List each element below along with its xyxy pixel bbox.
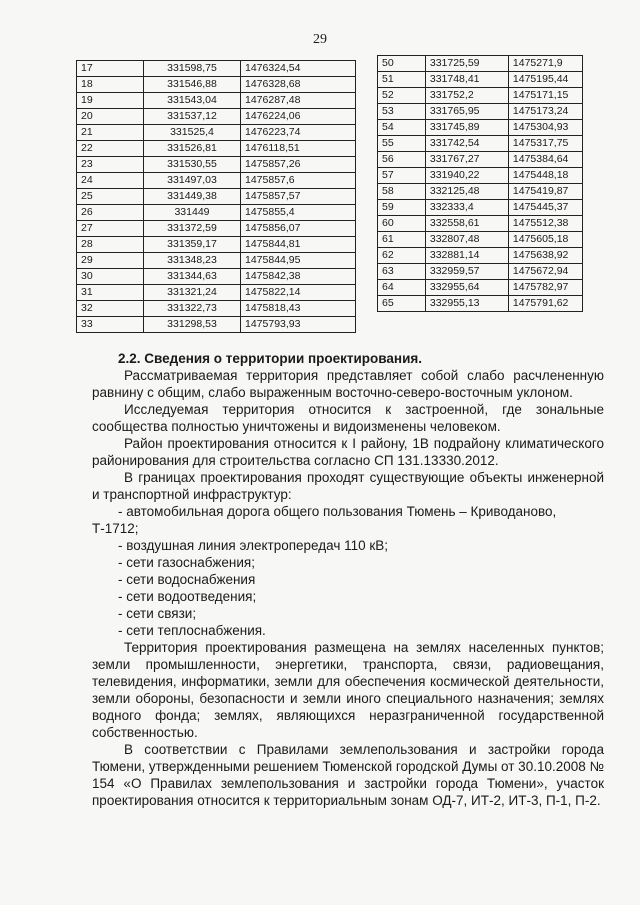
y-coordinate-cell: 1475173,24 [508, 104, 582, 120]
y-coordinate-cell: 1476118,51 [241, 141, 356, 157]
y-coordinate-cell: 1475857,57 [241, 189, 356, 205]
point-number-cell: 50 [378, 56, 426, 72]
section-heading: 2.2. Сведения о территории проектирования. [118, 351, 423, 366]
paragraph-land-categories: Территория проектирования размещена на землях населенных пунктов; земли промышленности, энергетики, транспорта, связи, радиовещания, телевидения, информатики, земли для обеспечения космической деятельности, земли обороны, безопасности и земли иного специального назначения; землях водного фонда; землях, являющихся неразграниченной государственной собственностью. [92, 640, 604, 740]
infrastructure-item: - сети водоотведения; [118, 589, 257, 604]
point-number-cell: 58 [378, 184, 426, 200]
y-coordinate-cell: 1475782,97 [508, 280, 582, 296]
coordinates-table-right [377, 55, 583, 312]
table-row [378, 72, 583, 88]
x-coordinate-cell: 332955,64 [425, 280, 508, 296]
infrastructure-item: - сети газоснабжения; [118, 555, 255, 570]
x-coordinate-cell: 331348,23 [144, 253, 241, 269]
infrastructure-item: - автомобильная дорога общего пользования Тюмень – Криводаново, Т-1712; [92, 504, 557, 536]
point-number-cell: 61 [378, 232, 426, 248]
y-coordinate-cell: 1476224,06 [241, 109, 356, 125]
point-number-cell: 64 [378, 280, 426, 296]
x-coordinate-cell: 331298,53 [144, 317, 241, 333]
point-number-cell: 31 [77, 285, 144, 301]
x-coordinate-cell: 331372,59 [144, 221, 241, 237]
x-coordinate-cell: 331725,59 [425, 56, 508, 72]
y-coordinate-cell: 1475672,94 [508, 264, 582, 280]
y-coordinate-cell: 1475842,38 [241, 269, 356, 285]
table-row [77, 109, 356, 125]
infrastructure-item: - сети теплоснабжения. [118, 623, 266, 638]
point-number-cell: 33 [77, 317, 144, 333]
point-number-cell: 27 [77, 221, 144, 237]
x-coordinate-cell: 331752,2 [425, 88, 508, 104]
table-row [77, 173, 356, 189]
x-coordinate-cell: 331449,38 [144, 189, 241, 205]
point-number-cell: 25 [77, 189, 144, 205]
x-coordinate-cell: 331321,24 [144, 285, 241, 301]
table-row [77, 285, 356, 301]
table-row [77, 141, 356, 157]
point-number-cell: 21 [77, 125, 144, 141]
table-row [378, 216, 583, 232]
table-row [378, 280, 583, 296]
y-coordinate-cell: 1475304,93 [508, 120, 582, 136]
y-coordinate-cell: 1475445,37 [508, 200, 582, 216]
point-number-cell: 57 [378, 168, 426, 184]
x-coordinate-cell: 331526,81 [144, 141, 241, 157]
y-coordinate-cell: 1475171,15 [508, 88, 582, 104]
y-coordinate-cell: 1475844,95 [241, 253, 356, 269]
y-coordinate-cell: 1476287,48 [241, 93, 356, 109]
x-coordinate-cell: 331767,27 [425, 152, 508, 168]
y-coordinate-cell: 1475818,43 [241, 301, 356, 317]
table-row [77, 189, 356, 205]
table-row [77, 269, 356, 285]
coordinates-table-left [76, 60, 356, 333]
y-coordinate-cell: 1475384,64 [508, 152, 582, 168]
y-coordinate-cell: 1475605,18 [508, 232, 582, 248]
x-coordinate-cell: 331322,73 [144, 301, 241, 317]
y-coordinate-cell: 1475317,75 [508, 136, 582, 152]
point-number-cell: 55 [378, 136, 426, 152]
table-row [77, 77, 356, 93]
y-coordinate-cell: 1475855,4 [241, 205, 356, 221]
y-coordinate-cell: 1475857,6 [241, 173, 356, 189]
paragraph-climate-region: Район проектирования относится к I району, 1В подрайону климатического районирования для строительства согласно СП 131.13330.2012. [92, 436, 604, 468]
table-row [378, 88, 583, 104]
x-coordinate-cell: 331742,54 [425, 136, 508, 152]
point-number-cell: 51 [378, 72, 426, 88]
x-coordinate-cell: 331748,41 [425, 72, 508, 88]
point-number-cell: 19 [77, 93, 144, 109]
y-coordinate-cell: 1476223,74 [241, 125, 356, 141]
point-number-cell: 24 [77, 173, 144, 189]
point-number-cell: 53 [378, 104, 426, 120]
x-coordinate-cell: 331497,03 [144, 173, 241, 189]
table-row [378, 104, 583, 120]
x-coordinate-cell: 331765,95 [425, 104, 508, 120]
infrastructure-item: - воздушная линия электропередач 110 кВ; [118, 538, 389, 553]
x-coordinate-cell: 331344,63 [144, 269, 241, 285]
table-row [378, 296, 583, 312]
y-coordinate-cell: 1475448,18 [508, 168, 582, 184]
x-coordinate-cell: 331525,4 [144, 125, 241, 141]
table-row [378, 168, 583, 184]
infrastructure-item: - сети связи; [118, 606, 197, 621]
point-number-cell: 59 [378, 200, 426, 216]
x-coordinate-cell: 331359,17 [144, 237, 241, 253]
x-coordinate-cell: 331537,12 [144, 109, 241, 125]
paragraph-relief: Рассматриваемая территория представляет собой слабо расчлененную равнину с общим, слабо выраженным восточно-северо-восточным уклоном. [92, 368, 604, 400]
page-number: 29 [313, 32, 327, 47]
x-coordinate-cell: 331546,88 [144, 77, 241, 93]
y-coordinate-cell: 1475419,87 [508, 184, 582, 200]
point-number-cell: 52 [378, 88, 426, 104]
x-coordinate-cell: 331940,22 [425, 168, 508, 184]
table-row [378, 248, 583, 264]
x-coordinate-cell: 332881,14 [425, 248, 508, 264]
y-coordinate-cell: 1475822,14 [241, 285, 356, 301]
point-number-cell: 65 [378, 296, 426, 312]
point-number-cell: 63 [378, 264, 426, 280]
x-coordinate-cell: 332558,61 [425, 216, 508, 232]
y-coordinate-cell: 1475271,9 [508, 56, 582, 72]
point-number-cell: 26 [77, 205, 144, 221]
point-number-cell: 23 [77, 157, 144, 173]
table-row [378, 56, 583, 72]
table-row [77, 61, 356, 77]
table-row [378, 120, 583, 136]
y-coordinate-cell: 1475195,44 [508, 72, 582, 88]
point-number-cell: 32 [77, 301, 144, 317]
point-number-cell: 60 [378, 216, 426, 232]
table-row [77, 125, 356, 141]
point-number-cell: 54 [378, 120, 426, 136]
x-coordinate-cell: 331543,04 [144, 93, 241, 109]
table-row [77, 301, 356, 317]
table-row [378, 136, 583, 152]
point-number-cell: 22 [77, 141, 144, 157]
table-row [77, 157, 356, 173]
y-coordinate-cell: 1476324,54 [241, 61, 356, 77]
infrastructure-item: - сети водоснабжения [118, 572, 256, 587]
x-coordinate-cell: 331449 [144, 205, 241, 221]
table-row [77, 205, 356, 221]
table-row [378, 264, 583, 280]
y-coordinate-cell: 1476328,68 [241, 77, 356, 93]
table-row [378, 152, 583, 168]
y-coordinate-cell: 1475791,62 [508, 296, 582, 312]
table-row [77, 237, 356, 253]
paragraph-infrastructure-intro: В границах проектирования проходят существующие объекты инженерной и транспортной инфраструктур: [92, 470, 604, 502]
x-coordinate-cell: 332955,13 [425, 296, 508, 312]
point-number-cell: 17 [77, 61, 144, 77]
y-coordinate-cell: 1475844,81 [241, 237, 356, 253]
x-coordinate-cell: 331745,89 [425, 120, 508, 136]
point-number-cell: 20 [77, 109, 144, 125]
x-coordinate-cell: 332807,48 [425, 232, 508, 248]
x-coordinate-cell: 332333,4 [425, 200, 508, 216]
point-number-cell: 28 [77, 237, 144, 253]
table-row [77, 317, 356, 333]
y-coordinate-cell: 1475856,07 [241, 221, 356, 237]
x-coordinate-cell: 331598,75 [144, 61, 241, 77]
x-coordinate-cell: 332959,57 [425, 264, 508, 280]
table-row [77, 93, 356, 109]
point-number-cell: 62 [378, 248, 426, 264]
point-number-cell: 29 [77, 253, 144, 269]
y-coordinate-cell: 1475512,38 [508, 216, 582, 232]
table-row [378, 200, 583, 216]
point-number-cell: 56 [378, 152, 426, 168]
point-number-cell: 18 [77, 77, 144, 93]
y-coordinate-cell: 1475793,93 [241, 317, 356, 333]
x-coordinate-cell: 331530,55 [144, 157, 241, 173]
paragraph-territory-type: Исследуемая территория относится к застроенной, где зональные сообщества полностью уничтожены и видоизменены человеком. [92, 402, 604, 434]
section-text [92, 350, 604, 809]
table-row [77, 221, 356, 237]
table-row [378, 232, 583, 248]
point-number-cell: 30 [77, 269, 144, 285]
x-coordinate-cell: 332125,48 [425, 184, 508, 200]
paragraph-zoning-rules: В соответствии с Правилами землепользования и застройки города Тюмени, утвержденными решением Тюменской городской Думы от 30.10.2008 № 154 «О Правилах землепользования и застройки города Тюмени», участок проектирования относится к территориальным зонам ОД-7, ИТ-2, ИТ-3, П-1, П-2. [92, 742, 604, 808]
y-coordinate-cell: 1475857,26 [241, 157, 356, 173]
table-row [378, 184, 583, 200]
y-coordinate-cell: 1475638,92 [508, 248, 582, 264]
table-row [77, 253, 356, 269]
